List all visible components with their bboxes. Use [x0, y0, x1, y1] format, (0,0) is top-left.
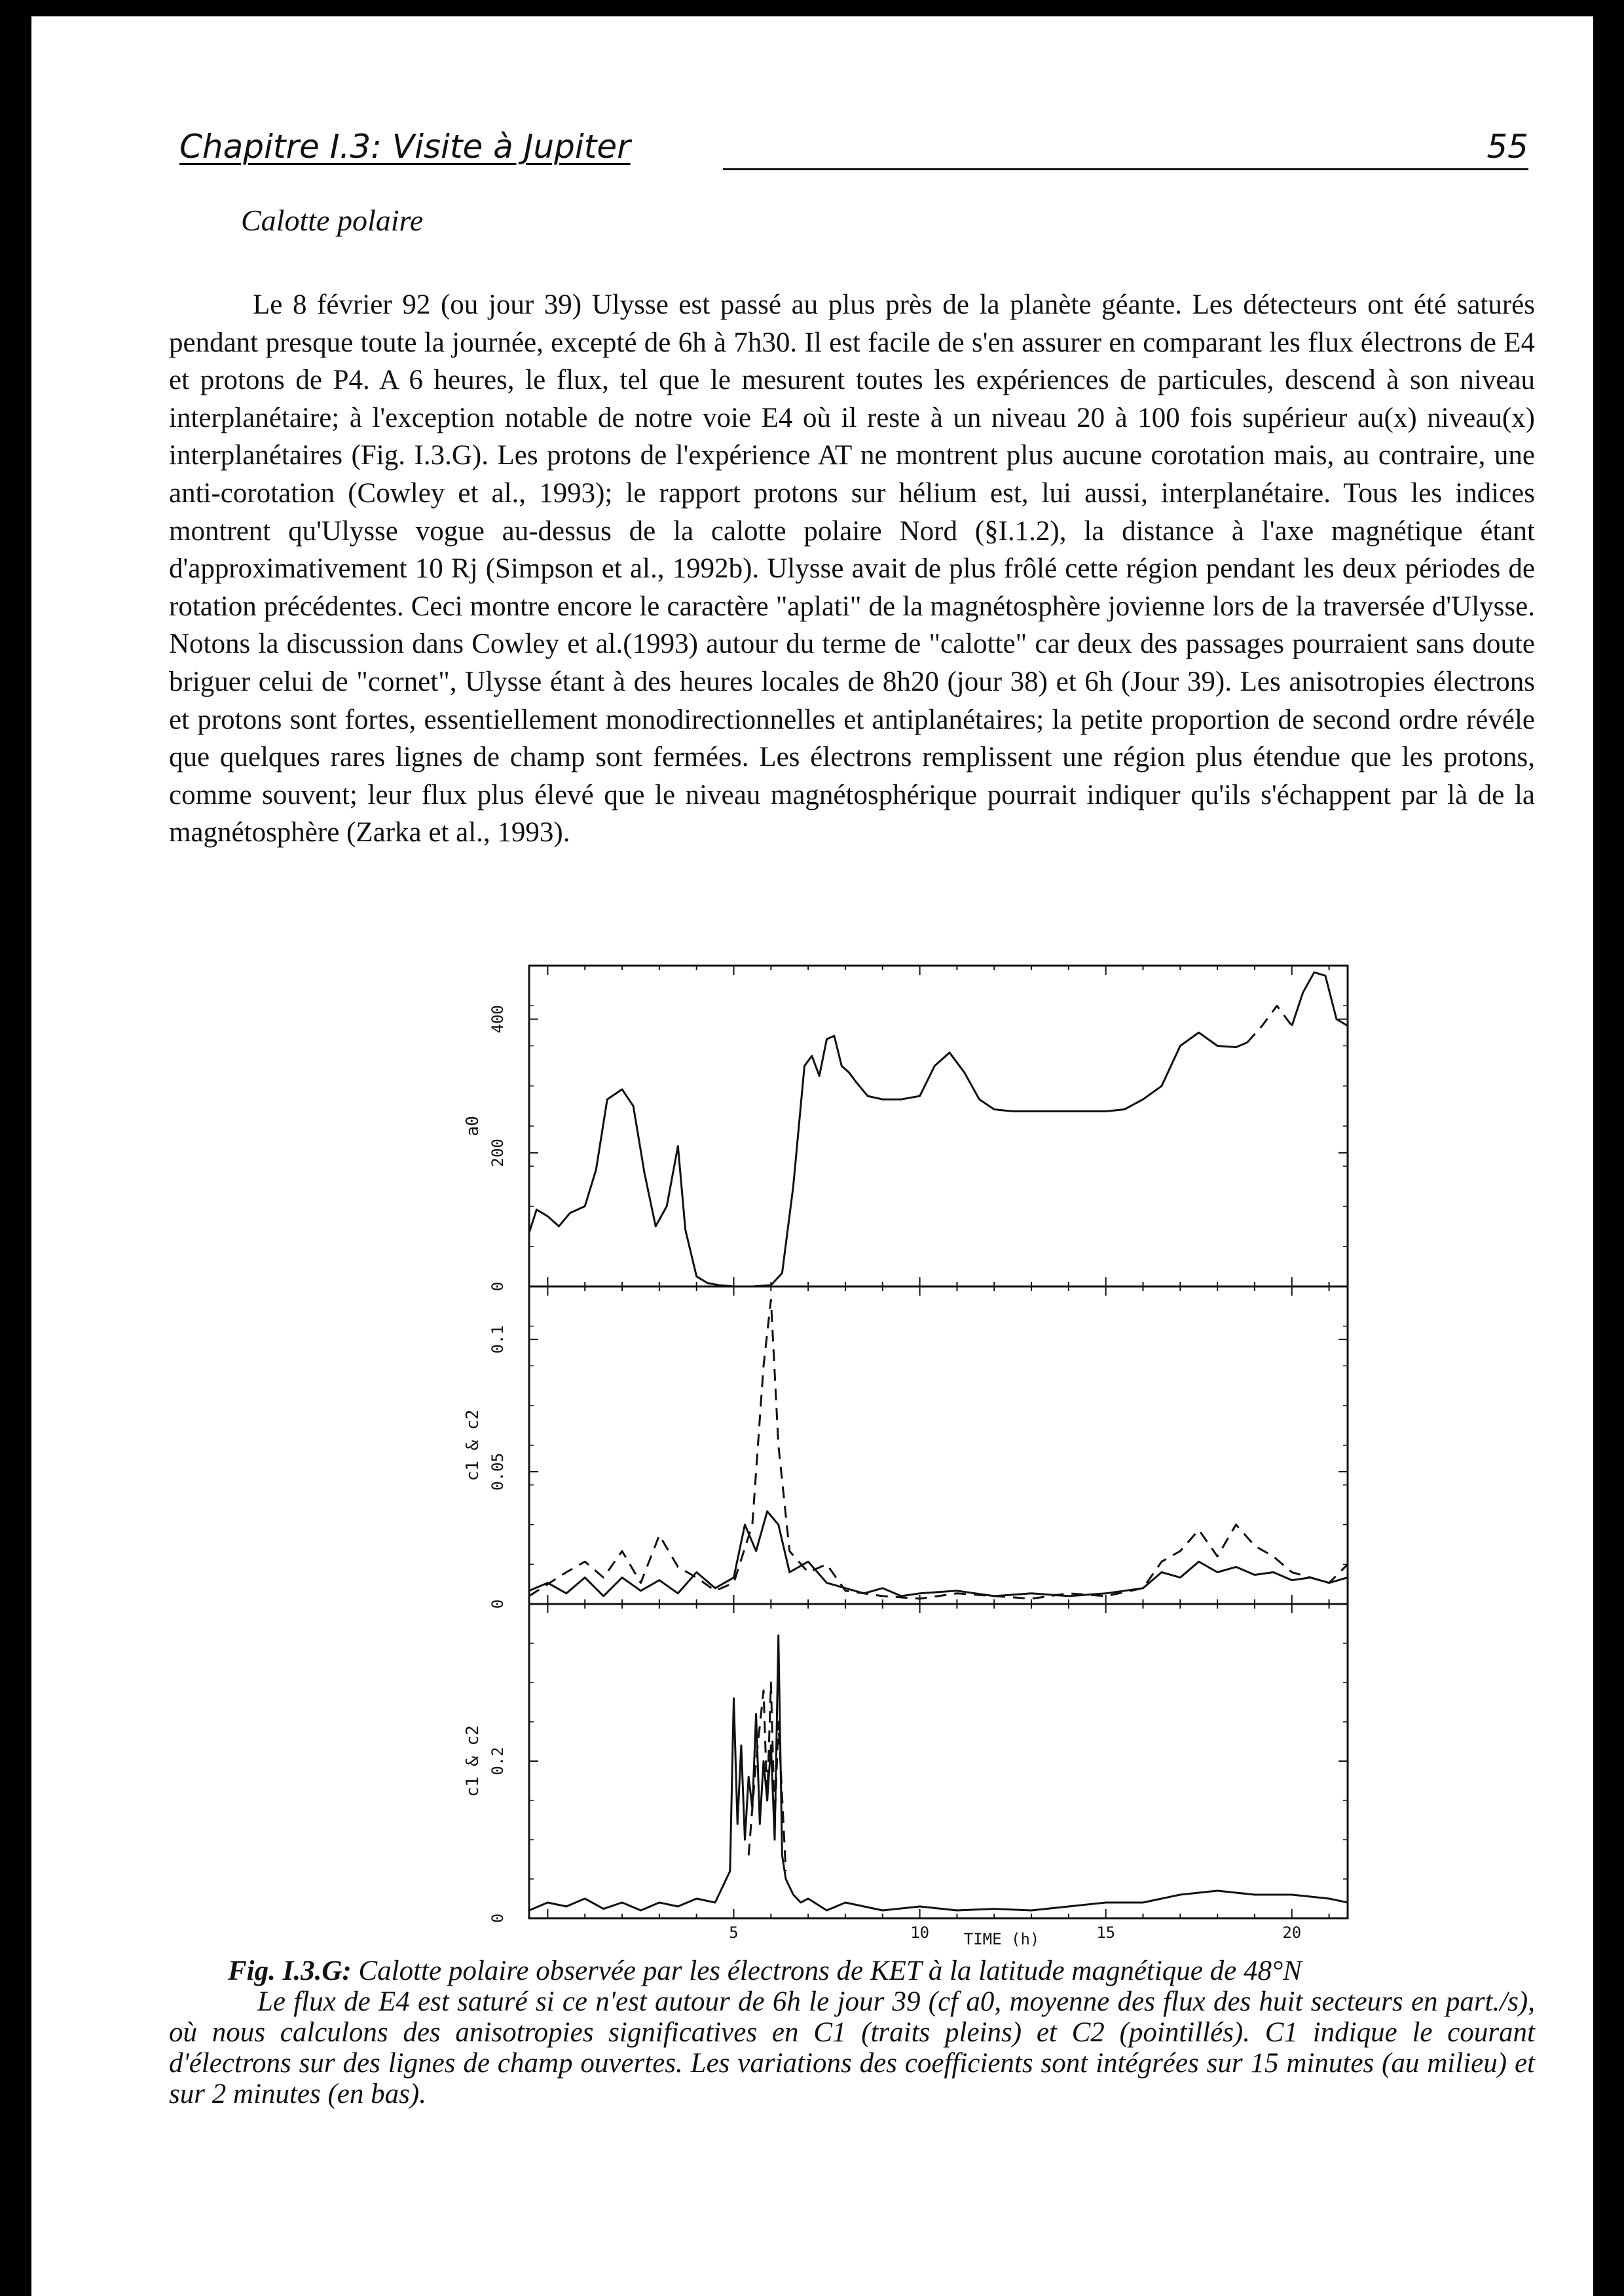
panel-frame — [529, 1604, 1348, 1918]
x-tick-label: 10 — [910, 1923, 930, 1942]
running-header — [179, 115, 1528, 177]
y-tick-label: 0.05 — [489, 1453, 507, 1491]
caption-text: Le flux de E4 est saturé si ce n'est autour de 6h le jour 39 (cf a0, moyenne des flux des huit secteurs en part./s), où nous calculons des anisotropies significatives en C1 (traits pleins) et C2 (pointillés). C1 indique le courant d'électrons sur des lignes de champ ouvertes. Les variations des coefficients sont intégrées sur 15 minutes (au milieu) et sur 2 minutes (en bas). — [169, 1986, 1535, 2109]
panel-frame — [529, 966, 1348, 1286]
series-line-c2 — [529, 1300, 1348, 1599]
figure-svg — [444, 959, 1361, 1954]
x-tick-label: 15 — [1096, 1923, 1116, 1942]
page-number: 55 — [1486, 128, 1528, 166]
y-tick-label: 0.2 — [489, 1747, 507, 1776]
y-tick-label: 0.1 — [489, 1325, 507, 1354]
chart-panel-3 — [463, 1604, 1348, 1948]
caption-title: Calotte polaire observée par les électrons de KET à la latitude magnétique de 48°N — [351, 1956, 1302, 1986]
series-line-c1 — [529, 1635, 1348, 1910]
y-tick-label: 200 — [489, 1139, 507, 1167]
y-tick-label: 0 — [489, 1281, 507, 1292]
figure-caption — [169, 1956, 1535, 2109]
chart-panel-1 — [463, 966, 1348, 1291]
section-title: Calotte polaire — [241, 204, 424, 237]
series-line-2 — [1247, 1006, 1292, 1042]
y-axis-label: c1 & c2 — [463, 1725, 483, 1797]
y-tick-label: 0 — [489, 1599, 507, 1609]
x-tick-label: 5 — [729, 1923, 739, 1942]
figure-calotte-polaire — [444, 959, 1361, 1954]
body-paragraph: Le 8 février 92 (ou jour 39) Ulysse est passé au plus près de la planète géante. Les détecteurs ont été saturés pendant presque toute la journée, excepté de 6h à 7h30. Il est facile de s'en assurer en comparant les flux électrons de E4 et protons de P4. A 6 heures, le flux, tel que le mesurent toutes les expériences de particules, descend à son niveau interplanétaire; à l'exception notable de notre voie E4 où il reste à un niveau 20 à 100 fois supérieur au(x) niveau(x) interplanétaires (Fig. I.3.G). Les protons de l'expérience AT ne montrent plus aucune corotation mais, au contraire, une anti-corotation (Cowley et al., 1993); le rapport protons sur hélium est, lui aussi, interplanétaire. Tous les indices montrent qu'Ulysse vogue au-dessus de la calotte polaire Nord (§I.1.2), la distance à l'axe magnétique étant d'approximativement 10 Rj (Simpson et al., 1992b). Ulysse avait de plus frôlé cette région pendant les deux périodes de rotation précédentes. Ceci montre encore le caractère "aplati" de la magnétosphère jovienne lors de la traversée d'Ulysse. Notons la discussion dans Cowley et al.(1993) autour du terme de "calotte" car deux des passages pourraient sans doute briguer celui de "cornet", Ulysse étant à des heures locales de 8h20 (jour 38) et 6h (Jour 39). Les anisotropies électrons et protons sont fortes, essentiellement monodirectionnelles et antiplanétaires; la petite proportion de second ordre révéle que quelques rares lignes de champ sont fermées. Les électrons remplissent une région plus étendue que les protons, comme souvent; leur flux plus élevé que le niveau magnétosphérique pourrait indiquer qu'ils s'échappent par là de la magnétosphère (Zarka et al., 1993). — [169, 289, 1535, 848]
chart-panel-2 — [463, 1286, 1348, 1609]
x-axis-label: TIME (h) — [963, 1930, 1040, 1948]
y-axis-label: c1 & c2 — [463, 1409, 483, 1482]
caption-label: Fig. I.3.G: — [228, 1956, 352, 1986]
y-tick-label: 0 — [489, 1913, 507, 1923]
page — [31, 16, 1593, 2296]
chapter-title: Chapitre I.3: Visite à Jupiter — [179, 128, 631, 166]
y-tick-label: 400 — [489, 1004, 507, 1034]
y-axis-label: a0 — [463, 1116, 483, 1137]
series-line-3 — [1292, 972, 1348, 1026]
series-line-c1 — [529, 1512, 1348, 1596]
header-rule — [723, 168, 1528, 170]
series-line-1 — [529, 1032, 1247, 1286]
x-tick-label: 20 — [1282, 1923, 1302, 1942]
